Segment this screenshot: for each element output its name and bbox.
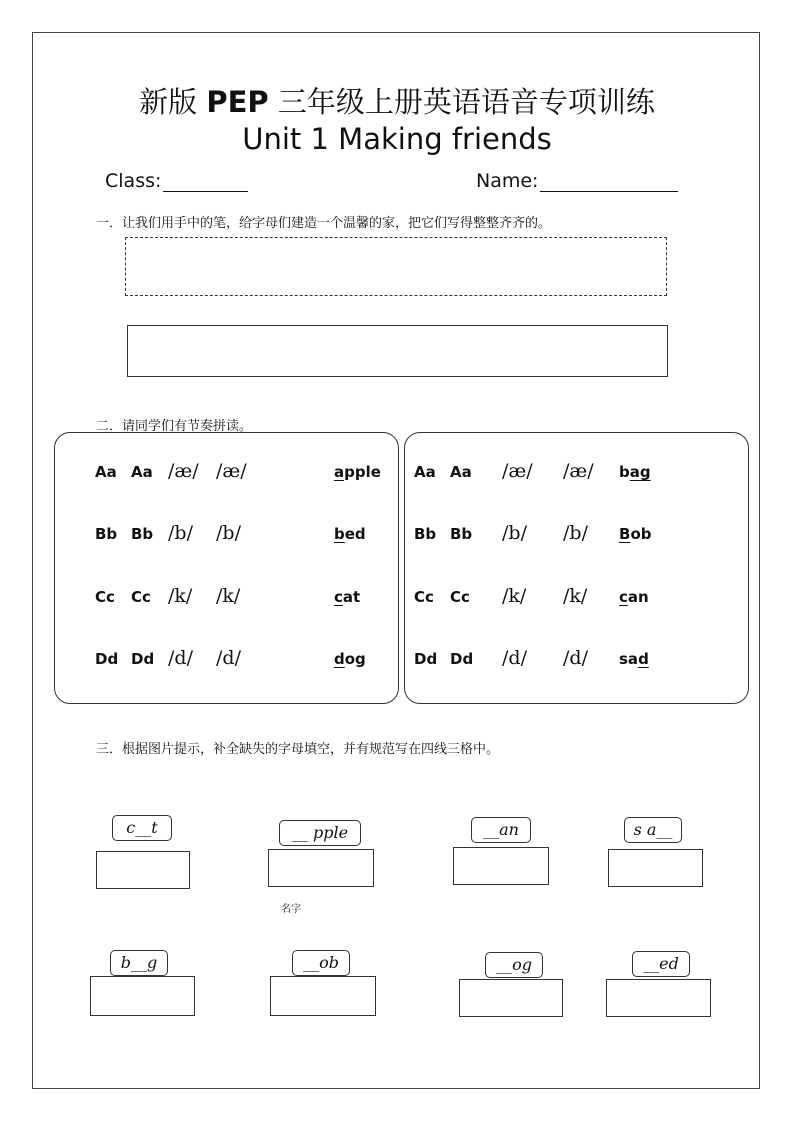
letter-upper-lower: Dd	[131, 650, 155, 668]
phoneme: /b/	[502, 522, 527, 544]
answer-box[interactable]	[608, 849, 703, 887]
answer-box[interactable]	[90, 976, 195, 1016]
answer-box[interactable]	[459, 979, 563, 1017]
fill-tag: __ pple	[279, 820, 361, 846]
letter-upper-lower: Dd	[95, 650, 119, 668]
name-field: Name:	[476, 170, 678, 192]
fill-tag: __og	[485, 952, 543, 978]
example-word: apple	[334, 463, 381, 481]
example-word: Bob	[619, 525, 652, 543]
fill-tag: __an	[471, 817, 531, 843]
brand-text: PEP	[206, 85, 269, 119]
example-word: can	[619, 588, 649, 606]
fill-tag: s a__	[624, 817, 682, 843]
letter-upper-lower: Aa	[414, 463, 436, 481]
letter-upper-lower: Cc	[414, 588, 434, 606]
phoneme: /k/	[563, 585, 588, 607]
phoneme: /b/	[216, 522, 241, 544]
phoneme: /d/	[168, 647, 193, 669]
writing-box-dashed[interactable]	[125, 237, 667, 296]
example-word: bed	[334, 525, 366, 543]
writing-box-solid[interactable]	[127, 325, 668, 377]
letter-upper-lower: Bb	[450, 525, 473, 543]
phoneme: /æ/	[502, 460, 533, 482]
phoneme: /æ/	[563, 460, 594, 482]
letter-upper-lower: Dd	[414, 650, 438, 668]
answer-box[interactable]	[453, 847, 549, 885]
section-one-heading: 一．让我们用手中的笔，给字母们建造一个温馨的家，把它们写得整整齐齐的。	[96, 216, 552, 231]
class-field: Class:	[105, 170, 248, 192]
phoneme: /d/	[216, 647, 241, 669]
unit-title: Unit 1 Making friends	[242, 122, 552, 156]
fill-tag: c__t	[112, 815, 172, 841]
fill-tag: __ed	[632, 951, 690, 977]
phoneme: /k/	[168, 585, 193, 607]
example-word: bag	[619, 463, 651, 481]
section-three-heading: 三．根据图片提示，补全缺失的字母填空，并有规范写在四线三格中。	[96, 742, 500, 757]
phoneme: /b/	[168, 522, 193, 544]
example-word: dog	[334, 650, 366, 668]
phoneme: /k/	[502, 585, 527, 607]
letter-upper-lower: Cc	[131, 588, 151, 606]
answer-box[interactable]	[270, 976, 376, 1016]
phoneme: /k/	[216, 585, 241, 607]
letter-upper-lower: Aa	[450, 463, 472, 481]
page-title: 新版 PEP 三年级上册英语语音专项训练	[139, 85, 655, 119]
letter-upper-lower: Cc	[95, 588, 115, 606]
section-two-heading: 二．请同学们有节奏拼读。	[96, 419, 253, 434]
stray-label: 名字	[281, 904, 301, 915]
example-word: cat	[334, 588, 361, 606]
answer-box[interactable]	[268, 849, 374, 887]
letter-upper-lower: Bb	[95, 525, 118, 543]
answer-box[interactable]	[606, 979, 711, 1017]
phoneme: /æ/	[216, 460, 247, 482]
letter-upper-lower: Bb	[131, 525, 154, 543]
letter-upper-lower: Bb	[414, 525, 437, 543]
fill-tag: b__g	[110, 950, 168, 976]
example-word: sad	[619, 650, 649, 668]
fill-tag: __ob	[292, 950, 350, 976]
phoneme: /d/	[502, 647, 527, 669]
phoneme: /æ/	[168, 460, 199, 482]
letter-upper-lower: Cc	[450, 588, 470, 606]
phoneme: /d/	[563, 647, 588, 669]
phoneme: /b/	[563, 522, 588, 544]
letter-upper-lower: Dd	[450, 650, 474, 668]
answer-box[interactable]	[96, 851, 190, 889]
letter-upper-lower: Aa	[95, 463, 117, 481]
letter-upper-lower: Aa	[131, 463, 153, 481]
name-blank[interactable]	[540, 171, 678, 192]
class-blank[interactable]	[163, 171, 248, 192]
